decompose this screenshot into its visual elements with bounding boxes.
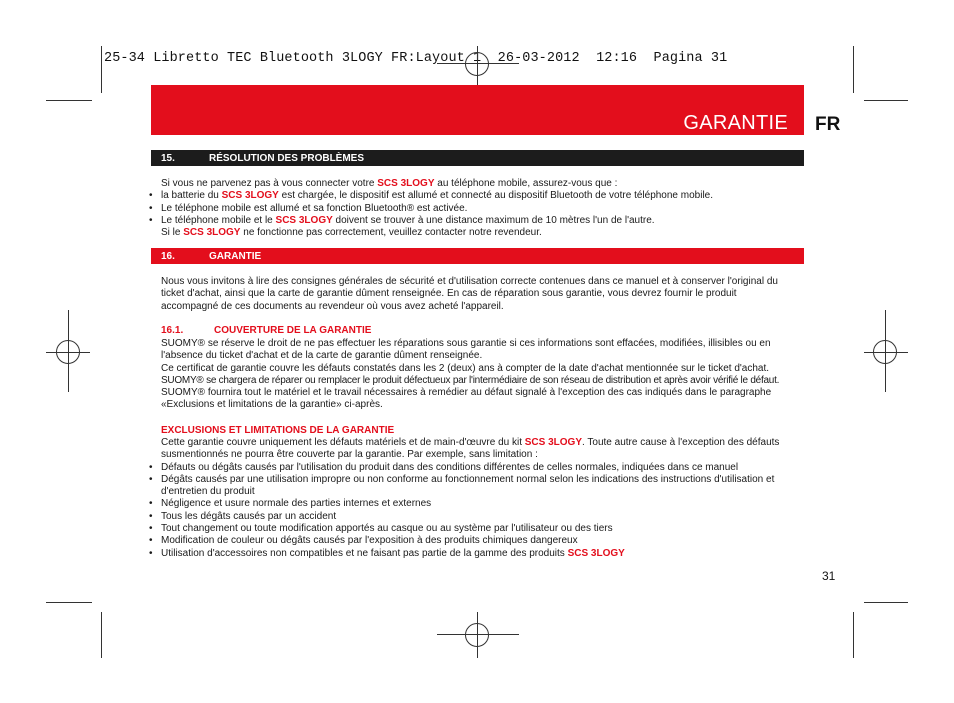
section-15-title: RÉSOLUTION DES PROBLÈMES: [209, 152, 365, 164]
crop-mark-top-left-horizontal: [46, 100, 92, 101]
list-item: • Utilisation d'accessoires non compatibles et ne faisant pas partie de la gamme des produits SCS 3LOGY: [149, 547, 625, 559]
crop-mark-top-right-horizontal: [864, 100, 908, 101]
crop-mark-bottom-left-vertical: [101, 612, 102, 658]
crop-mark-bottom-left-horizontal: [46, 602, 92, 603]
section-16-title: GARANTIE: [209, 250, 262, 262]
list-item: • Défauts ou dégâts causés par l'utilisation du produit dans des conditions différentes de celles normales, indiquées dans ce manuel: [149, 461, 739, 473]
crop-mark-bottom-right-vertical: [853, 612, 854, 658]
subsection-16-1-number: 16.1.: [161, 325, 184, 336]
page-number: 31: [822, 569, 836, 583]
section-15-outro: Si le SCS 3LOGY ne fonctionne pas correctement, veuillez contacter notre revendeur.: [161, 227, 542, 239]
list-item: • Le téléphone mobile est allumé et sa fonction Bluetooth® est activée.: [149, 202, 468, 214]
paragraph: SUOMY® se réserve le droit de ne pas effectuer les réparations sous garantie si ces informations sont effacées, modifiées, illisibles ou en l'absence du ticket d'achat et de la carte de garantie dûment renseignée.: [161, 338, 771, 362]
list-item: • Dégâts causés par une utilisation impropre ou non conforme au fonctionnement normal selon les indications des instructions d'utilisation et d'entretien du produit: [149, 473, 775, 498]
exclusions-heading: EXCLUSIONS ET LIMITATIONS DE LA GARANTIE: [161, 425, 395, 436]
brand-name: SCS 3LOGY: [221, 190, 279, 202]
subsection-16-1-heading: [161, 325, 371, 336]
exclusions-intro: Cette garantie couvre uniquement les défauts matériels et de main-d'œuvre du kit SCS 3LOGY. Toute autre cause à l'exception des défauts susmentionnés ne pourra être couverte par la garantie. Par exemple, sans limitation :: [161, 437, 780, 461]
paragraph: SUOMY® se chargera de réparer ou remplacer le produit défectueux par l'intermédiaire de son réseau de distribution et après avoir vérifié le défaut.: [161, 374, 780, 386]
section-16-intro: Nous vous invitons à lire des consignes générales de sécurité et d'utilisation correcte contenues dans ce manuel et à conserver l'original du ticket d'achat, ainsi que la carte de garantie dûment renseignée. En cas de réparation sous garantie, vous devrez fournir le produit accompagné de ces documents au revendeur où vous avez acheté l'appareil.: [161, 276, 778, 312]
section-15-list: [149, 190, 795, 227]
brand-name: SCS 3LOGY: [275, 214, 333, 226]
language-tag: FR: [815, 114, 841, 135]
exclusions-body: [149, 437, 795, 560]
section-15-header: [151, 150, 804, 166]
list-item: • Le téléphone mobile et le SCS 3LOGY doivent se trouver à une distance maximum de 10 mètres l'un de l'autre.: [149, 214, 655, 226]
section-15-number: 15.: [161, 152, 175, 164]
paragraph: SUOMY® fournira tout le matériel et le travail nécessaires à remédier au défaut signalé à l'exception des cas indiqués dans le paragraphe «Exclusions et limitations de la garantie» ci-après.: [161, 387, 772, 411]
brand-name: SCS 3LOGY: [183, 227, 241, 239]
crop-mark-top-right-vertical: [853, 46, 854, 93]
brand-name: SCS 3LOGY: [567, 547, 625, 559]
crop-mark-top-left-vertical: [101, 46, 102, 93]
list-item: • Modification de couleur ou dégâts causés par l'exposition à des produits chimiques dangereux: [149, 535, 578, 547]
list-item: • la batterie du SCS 3LOGY est chargée, le dispositif est allumé et connecté au dispositif Bluetooth de votre téléphone mobile.: [149, 190, 714, 202]
registration-mark-bottom-circle: [465, 623, 489, 647]
registration-mark-left-circle: [56, 340, 80, 364]
registration-mark-top-circle: [465, 52, 489, 76]
registration-mark-right-circle: [873, 340, 897, 364]
subsection-16-1-title: COUVERTURE DE LA GARANTIE: [214, 325, 372, 336]
exclusions-list: [149, 461, 795, 560]
list-item: • Tous les dégâts causés par un accident: [149, 510, 337, 522]
section-15-intro: Si vous ne parvenez pas à vous connecter votre SCS 3LOGY au téléphone mobile, assurez-vous que :: [161, 178, 618, 189]
subsection-16-1-body: [161, 338, 795, 412]
section-16-number: 16.: [161, 250, 175, 262]
brand-name: SCS 3LOGY: [524, 437, 583, 448]
crop-mark-bottom-right-horizontal: [864, 602, 908, 603]
page-title: GARANTIE: [683, 112, 788, 134]
brand-name: SCS 3LOGY: [377, 178, 435, 189]
header-banner: [151, 85, 804, 135]
list-item: • Tout changement ou toute modification apportés au casque ou au système par l'utilisateur ou des tiers: [149, 523, 613, 535]
section-16-header: [151, 248, 804, 264]
print-slug: 25-34 Libretto TEC Bluetooth 3LOGY FR:Layout 1 26-03-2012 12:16 Pagina 31: [104, 51, 728, 66]
list-item: • Négligence et usure normale des parties internes et externes: [149, 498, 432, 510]
section-15-body: [149, 178, 795, 239]
paragraph: Ce certificat de garantie couvre les défauts constatés dans les 2 (deux) ans à compter de la date d'achat mentionnée sur le ticket d'achat.: [161, 362, 770, 374]
